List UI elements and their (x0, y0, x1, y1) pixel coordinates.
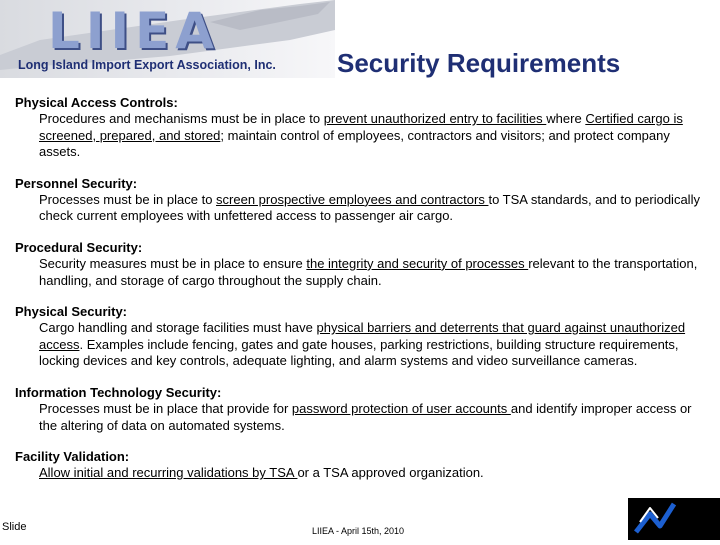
body-text: or a TSA approved organization. (297, 465, 484, 481)
slide-label: Slide (2, 521, 27, 533)
requirement-section (15, 304, 705, 370)
underlined-phrase: physical barriers and deterrents that guard against unauthorized access (39, 320, 686, 352)
requirement-section (15, 240, 705, 289)
underlined-phrase: Certified cargo is screened, prepared, and stored (39, 111, 683, 143)
body-text: Security measures must be in place to ensure (39, 255, 307, 271)
underlined-phrase: prevent unauthorized entry to facilities (323, 111, 547, 126)
body-text: ; maintain control of employees, contractors and visitors; and protect company assets. (39, 127, 670, 160)
body-text: . Examples include fencing, gates and gate houses, parking restrictions, building structure requirements, locking devices and key controls, adequate lighting, and alarm systems and video surveillance cameras. (39, 336, 679, 369)
body-text: Procedures and mechanisms must be in place to (39, 111, 324, 126)
requirement-heading: Facility Validation: (15, 449, 130, 465)
requirement-body (39, 111, 705, 161)
requirement-section (15, 95, 705, 161)
body-text: to TSA standards, and to periodically check current employees with unfettered access to passenger air cargo. (39, 191, 700, 224)
underlined-phrase: the integrity and security of processes (306, 255, 529, 271)
zigzag-logo-icon (628, 498, 720, 540)
requirement-section (15, 449, 705, 482)
logo-letters: LIIEA (48, 2, 220, 60)
requirement-body (39, 256, 705, 289)
underlined-phrase: Allow initial and recurring validations by TSA (39, 465, 298, 481)
requirement-section (15, 385, 705, 434)
liiea-logo (0, 0, 335, 78)
requirements-list (15, 95, 705, 497)
body-text: where (546, 111, 586, 126)
body-text: Processes must be in place to (39, 191, 217, 207)
body-text: Cargo handling and storage facilities must have (39, 320, 317, 336)
requirement-body (39, 192, 705, 225)
requirement-section (15, 176, 705, 225)
requirement-heading: Physical Access Controls: (15, 95, 178, 110)
requirement-heading: Physical Security: (15, 304, 127, 320)
underlined-phrase: screen prospective employees and contractors (216, 191, 489, 207)
requirement-body (39, 401, 705, 434)
logo-association-name: Long Island Import Export Association, Inc. (18, 58, 276, 72)
body-text: Processes must be in place that provide for (39, 400, 292, 416)
requirement-body (39, 320, 705, 370)
footer-text: LIIEA - April 15th, 2010 (312, 526, 405, 536)
requirement-heading: Procedural Security: (15, 239, 143, 255)
requirement-heading: Information Technology Security: (15, 384, 222, 400)
underlined-phrase: password protection of user accounts (291, 400, 511, 416)
requirement-heading: Personnel Security: (15, 175, 138, 191)
body-text: relevant to the transportation, handling, and storage of cargo throughout the supply chain. (39, 255, 698, 288)
page-title: Security Requirements (337, 48, 621, 78)
corner-logo (628, 498, 720, 540)
body-text: and identify improper access or the altering of data on automated systems. (39, 400, 692, 433)
requirement-body (39, 465, 705, 482)
